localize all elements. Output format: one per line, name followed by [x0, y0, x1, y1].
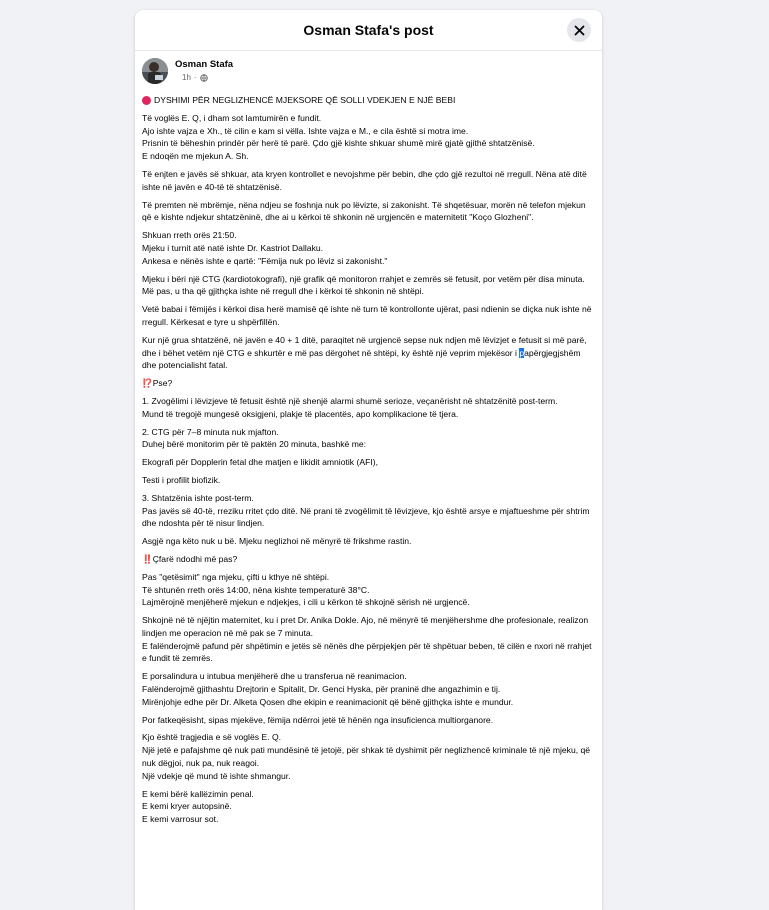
- paragraph-return-home: [142, 571, 596, 609]
- reason-2-item-a: Ekografi për Dopplerin fetal dhe matjen e likidit amniotik (AFI),: [142, 457, 378, 468]
- paragraph-ctg: [142, 273, 596, 299]
- reason-conclusion: Asgjë nga këto nuk u bë. Mjeku neglizhoi në mënyrë të frikshme rastin.: [142, 536, 412, 547]
- text-line: 3. Shtatzënia ishte post-term.: [142, 492, 254, 503]
- text-line: 2. CTG për 7–8 minuta nuk mjafton.: [142, 426, 279, 437]
- text-line: Kjo është tragjedia e së voglës E. Q.: [142, 732, 282, 743]
- dialog-header: [135, 10, 602, 51]
- text-line: Duhej bërë monitorim për të paktën 20 minuta, bashkë me:: [142, 439, 367, 450]
- avatar-photo-icon: [142, 58, 168, 84]
- double-exclamation-icon: ‼️: [142, 553, 152, 564]
- text-line: Një vdekje që mund të ishte shmangur.: [142, 770, 291, 781]
- text-line: Më pas, u tha që gjithçka ishte në rregull dhe i kërkoi të shkonin në shtëpi.: [142, 286, 424, 297]
- paragraph-assessment: [142, 334, 596, 372]
- question-text: Çfarë ndodhi më pas?: [152, 553, 238, 564]
- author-name[interactable]: Osman Stafa: [175, 59, 234, 70]
- text-line: E kemi kryer autopsinë.: [142, 801, 232, 812]
- interrobang-icon: ⁉️: [142, 378, 152, 389]
- reason-1: [142, 395, 596, 421]
- text-line: Të voglës E. Q, i dham sot lamtumirën e fundit.: [142, 112, 322, 123]
- reason-2: [142, 426, 596, 452]
- reason-2-item-b: Testi i profilit biofizik.: [142, 474, 221, 485]
- text-line: Ajo ishte vajza e Xh., të cilin e kam si vëlla. Ishte vajza e M., e cila është si motra ime.: [142, 125, 469, 136]
- paragraph-friday: Të premten në mbrëmje, nëna ndjeu se foshnja nuk po lëvizte, si zakonisht. Të shqetësuar, morën në telefon mjekun që e kishte ndjekur shtatzëninë, dhe ai u kërkoi të shkonin në urgjencën e maternitetit "Koço Glozheni".: [142, 199, 586, 223]
- text-line: Mjeku i bëri një CTG (kardiotokografi), një grafik që monitoron rrahjet e zemrës së fetusit, por vetëm për disa minuta.: [142, 273, 585, 284]
- text-line: Mjeku i turnit atë natë ishte Dr. Kastriot Dallaku.: [142, 242, 324, 253]
- close-button[interactable]: [567, 18, 591, 42]
- question-why: [142, 377, 596, 390]
- text-line: Ankesa e nënës ishte e qartë: "Fëmija nuk po lëviz si zakonisht.": [142, 255, 388, 266]
- paragraph-checkups: Të enjten e javës së shkuar, ata kryen kontrollet e nevojshme për bebin, dhe çdo gjë rezultoi në rregull. Nëna atë ditë ishte në javën e 40-të të shtatzënisë.: [142, 168, 587, 192]
- close-icon: [574, 25, 585, 36]
- paragraph-reanimation: [142, 670, 596, 708]
- post-dialog: [135, 10, 602, 910]
- text-line: E kemi varrosur sot.: [142, 814, 219, 825]
- text-segment: apërgjegjshëm dhe potencialisht fatal.: [142, 347, 581, 371]
- paragraph-intro: [142, 112, 596, 163]
- paragraph-death: Por fatkeqësisht, sipas mjekëve, fëmija ndërroi jetë të hënën nga insuficienca multiorganore.: [142, 714, 494, 725]
- avatar[interactable]: [142, 58, 168, 84]
- text-selection: p: [519, 347, 525, 358]
- question-text: Pse?: [152, 378, 173, 389]
- reason-3: [142, 492, 596, 530]
- post-body: [135, 94, 602, 826]
- text-line: E falënderojmë pafund për shpëtimin e jetës së nënës dhe përpjekjen për të shpëtuar beben, të cilën e nxori në rrahjet e fundit të zemrës.: [142, 640, 592, 664]
- paragraph-father: Vetë babai i fëmijës i kërkoi disa herë mamisë që ishte në turn të kontrollonte ujërat, pasi ndienin se diçka nuk ishte në rregull. Kërkesat e tyre u shpërfillën.: [142, 304, 592, 327]
- post-time[interactable]: 1h: [182, 73, 191, 82]
- text-line: Lajmërojnë menjëherë mjekun e ndjekjes, i cili u kërkon të shkojnë sërish në urgjencë.: [142, 597, 470, 608]
- text-line: Shkojnë në të njëjtin maternitet, ku i pret Dr. Anika Dokle. Ajo, në mënyrë të menjëhershme dhe profesionale, realizon lindjen me operacion në më pak se 7 minuta.: [142, 615, 589, 638]
- headline-text: DYSHIMI PËR NEGLIZHENCË MJEKSORE QË SOLLI VDEKJEN E NJË BEBI: [154, 95, 456, 105]
- text-line: Pas "qetësimit" nga mjeku, çifti u kthye në shtëpi.: [142, 571, 330, 582]
- globe-icon: [200, 74, 208, 82]
- text-line: Mirënjohje edhe për Dr. Alketa Qosen dhe ekipin e reanimacionit që bënë gjithçka ishte e mundur.: [142, 696, 514, 707]
- question-what-next: [142, 553, 596, 566]
- text-line: 1. Zvogëlimi i lëvizjeve të fetusit është një shenjë alarmi shumë serioze, veçanërisht në shtatzënitë post-term.: [142, 395, 558, 406]
- text-line: Të shtunën rreth orës 14:00, nëna kishte temperaturë 38°C.: [142, 584, 370, 595]
- text-line: Falënderojmë gjithashtu Drejtorin e Spitalit, Dr. Genci Hyska, për praninë dhe angazhimin e tij.: [142, 684, 501, 695]
- meta-separator: ·: [193, 73, 197, 82]
- text-line: Pas javës së 40-të, rreziku rritet çdo ditë. Në prani të zvogëlimit të lëvizjeve, kjo është arsye e mjaftueshme për shtrim dhe ndoshta për të nisur lindjen.: [142, 505, 590, 529]
- paragraph-arrival: [142, 229, 596, 267]
- paragraph-operation: [142, 614, 596, 665]
- post-header: [142, 58, 602, 94]
- text-line: Prisnin të bëheshin prindër për herë të parë. Çdo gjë kishte shkuar shumë mirë gjatë gjithë shtatzënisë.: [142, 138, 535, 149]
- paragraph-tragedy: [142, 731, 596, 782]
- dialog-title: Osman Stafa's post: [303, 22, 434, 38]
- paragraph-actions: [142, 788, 596, 826]
- text-line: E kemi bërë kallëzimin penal.: [142, 788, 254, 799]
- red-circle-icon: [142, 96, 151, 105]
- text-line: Shkuan rreth orës 21:50.: [142, 230, 237, 241]
- text-line: E porsalindura u intubua menjëherë dhe u transferua në reanimacion.: [142, 671, 407, 682]
- text-line: Një jetë e pafajshme që nuk pati mundësinë të jetojë, për shkak të dyshimit për neglizhencë kriminale të një mjeku, që nuk dëgjoi, nuk pa, nuk reagoi.: [142, 745, 591, 769]
- text-line: Mund të tregojë mungesë oksigjeni, plakje të placentës, apo komplikacione të tjera.: [142, 408, 459, 419]
- post-headline: [142, 94, 596, 107]
- post-meta: [182, 73, 208, 82]
- text-line: E ndoqën me mjekun A. Sh.: [142, 151, 249, 162]
- text-segment: Kur një grua shtatzënë, në javën e 40 + 1 ditë, paraqitet në urgjencë sepse nuk ndjen më lëvizjet e fetusit si më parë, dhe i bëhet vetëm një CTG e shkurtër e më pas dërgohet në shtëpi, ky është një veprim mjekësor i: [142, 334, 587, 358]
